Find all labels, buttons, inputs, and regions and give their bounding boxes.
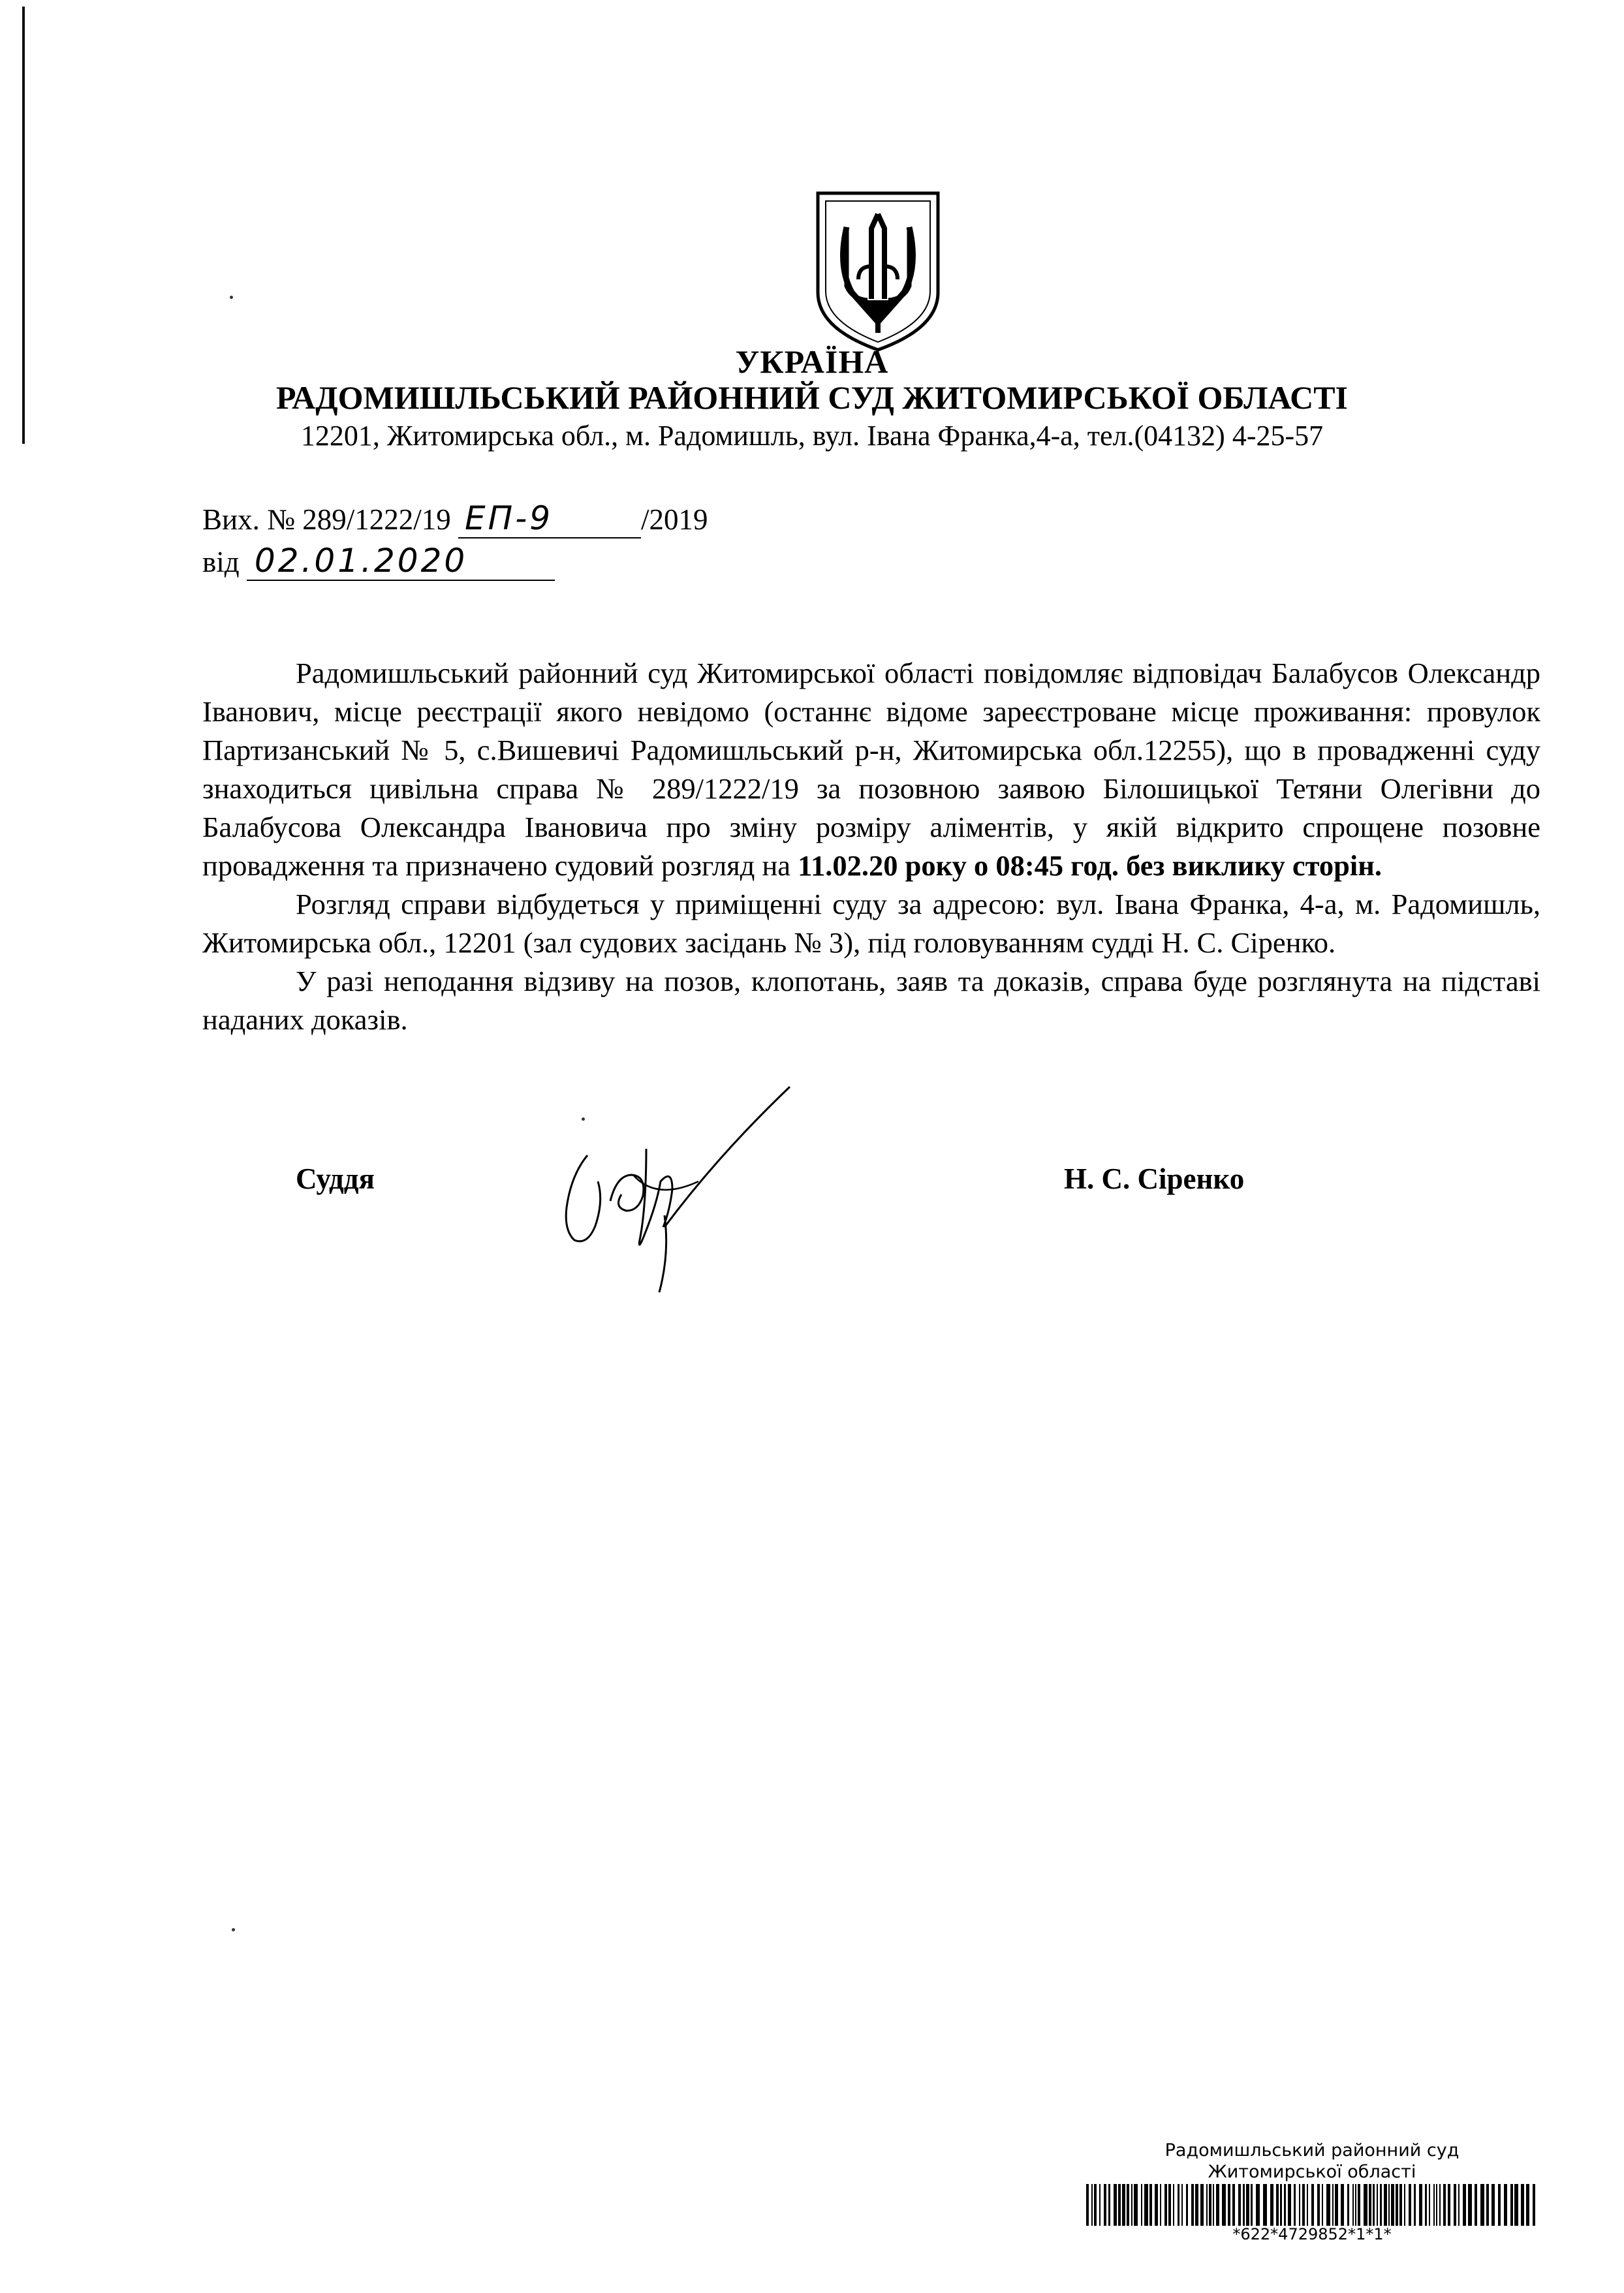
barcode-bar — [1206, 2184, 1208, 2226]
barcode-bar — [1443, 2184, 1446, 2226]
signature-title: Суддя — [296, 1162, 375, 1195]
barcode-bar — [1155, 2184, 1158, 2226]
barcode-bar — [1475, 2184, 1477, 2226]
barcode-bar — [1468, 2184, 1472, 2226]
outgoing-date-label: від — [202, 546, 240, 578]
barcode — [1084, 2184, 1540, 2226]
barcode-bar — [1510, 2184, 1513, 2226]
barcode-bar — [1491, 2184, 1495, 2226]
barcode-bar — [1533, 2184, 1535, 2226]
barcode-bar — [1369, 2184, 1371, 2226]
barcode-bar — [1307, 2184, 1308, 2226]
barcode-bar — [1284, 2184, 1286, 2226]
body-paragraph-2: Розгляд справи відбудеться у приміщенні суду за адресою: вул. Івана Франка, 4-а, м. Радомишль, Житомирська обл., 12201 (зал судових засідань № 3), під головуванням судді Н. С. Сіренко. — [202, 888, 1540, 959]
body-paragraph-3: У разі неподання відзиву на позов, клопотань, заяв та доказів, справа буде розглянута на підставі наданих доказів. — [202, 965, 1540, 1036]
barcode-bar — [1404, 2184, 1405, 2226]
barcode-bar — [1134, 2184, 1138, 2226]
header-court-name: РАДОМИШЛЬСЬКИЙ РАЙОННИЙ СУД ЖИТОМИРСЬКОЇ ОБЛАСТІ — [275, 379, 1349, 416]
barcode-bar — [1127, 2184, 1129, 2226]
barcode-bar — [1377, 2184, 1378, 2226]
barcode-bar — [1514, 2184, 1518, 2226]
barcode-bar — [1294, 2184, 1296, 2226]
barcode-bar — [1352, 2184, 1354, 2226]
body-paragraph-1: Радомишльський районний суд Житомирської області повідомляє відповідач Балабусов Олександр Іванович, місце реєстрації якого невідомо (останнє відоме зареєстроване місце проживання: провулок Партизанський № 5, с.Вишевичі Радомишльський р-н, Житомирська обл.12255), що в провадженні суду знаходиться цивільна справа № 289/1222/19 за позовною заявою Білошицької Тетяни Олегівни до Балабусова Олександра Івановича про зміну розміру аліментів, у якій відкрито спрощене позовне провадження та призначено судовий розгляд на 11.02.20 року о 08:45 год. без виклику сторін. — [202, 657, 1540, 882]
barcode-bar — [1504, 2184, 1507, 2226]
scan-speck — [230, 296, 233, 299]
barcode-bar — [1358, 2184, 1360, 2226]
barcode-bar — [1425, 2184, 1427, 2226]
barcode-bar — [1164, 2184, 1167, 2226]
barcode-bar — [1364, 2184, 1367, 2226]
outgoing-date — [202, 542, 555, 581]
barcode-bar — [1238, 2184, 1241, 2226]
barcode-bar — [1436, 2184, 1437, 2226]
coat-of-arms-emblem — [813, 188, 943, 354]
barcode-bar — [1263, 2184, 1267, 2226]
barcode-bar — [1302, 2184, 1305, 2226]
barcode-bar — [1222, 2184, 1226, 2226]
handwritten-signature — [548, 1077, 809, 1292]
barcode-bar — [1200, 2184, 1204, 2226]
barcode-bar — [1396, 2184, 1398, 2226]
barcode-bar — [1228, 2184, 1230, 2226]
barcode-bar — [1439, 2184, 1441, 2226]
barcode-bar — [1276, 2184, 1279, 2226]
barcode-bar — [1195, 2184, 1198, 2226]
barcode-bar — [1243, 2184, 1245, 2226]
barcode-bar — [1399, 2184, 1402, 2226]
barcode-bar — [1213, 2184, 1214, 2226]
outgoing-number-prefix: Вих. № 289/1222/19 — [202, 503, 451, 536]
handwritten-code: ЕП-9 — [465, 499, 554, 537]
barcode-bar — [1104, 2184, 1106, 2226]
barcode-bar — [1429, 2184, 1430, 2226]
hearing-date: 11.02.20 року о 08:45 год. без виклику сторін. — [798, 849, 1382, 882]
outgoing-number — [202, 499, 708, 538]
handwritten-date: 02.01.2020 — [254, 542, 468, 580]
barcode-bar — [1486, 2184, 1489, 2226]
barcode-bar — [1414, 2184, 1416, 2226]
barcode-bar — [1373, 2184, 1375, 2226]
barcode-bar — [1181, 2184, 1183, 2226]
barcode-bar — [1498, 2184, 1501, 2226]
barcode-bar — [1384, 2184, 1387, 2226]
barcode-bar — [1341, 2184, 1344, 2226]
barcode-bar — [1108, 2184, 1110, 2226]
barcode-bar — [1191, 2184, 1194, 2226]
barcode-bar — [1409, 2184, 1411, 2226]
barcode-bar — [1141, 2184, 1142, 2226]
barcode-bar — [1173, 2184, 1174, 2226]
barcode-bar — [1118, 2184, 1121, 2226]
barcode-bar — [1347, 2184, 1349, 2226]
barcode-bar — [1326, 2184, 1330, 2226]
barcode-bar — [1391, 2184, 1394, 2226]
stamp-court-line: Радомишльський районний суд — [1164, 2140, 1460, 2160]
barcode-bar — [1355, 2184, 1356, 2226]
barcode-bar — [1091, 2184, 1093, 2226]
barcode-bar — [1322, 2184, 1323, 2226]
barcode-bar — [1246, 2184, 1249, 2226]
barcode-bar — [1454, 2184, 1456, 2226]
barcode-bar — [1311, 2184, 1314, 2226]
barcode-bar — [1521, 2184, 1524, 2226]
barcode-bar — [1419, 2184, 1422, 2226]
barcode-bar — [1335, 2184, 1338, 2226]
barcode-bar — [1186, 2184, 1188, 2226]
barcode-bar — [1280, 2184, 1282, 2226]
barcode-bar — [1256, 2184, 1260, 2226]
barcode-bar — [1433, 2184, 1435, 2226]
barcode-bar — [1178, 2184, 1179, 2226]
barcode-bar — [1388, 2184, 1390, 2226]
barcode-bar — [1480, 2184, 1484, 2226]
header-country: УКРАЇНА — [735, 343, 889, 380]
barcode-bar — [1131, 2184, 1132, 2226]
judge-name: Н. С. Сіренко — [1064, 1162, 1245, 1195]
barcode-bar — [1317, 2184, 1320, 2226]
barcode-bar — [1463, 2184, 1466, 2226]
barcode-bar — [1122, 2184, 1125, 2226]
barcode-bar — [1270, 2184, 1273, 2226]
barcode-bar — [1114, 2184, 1117, 2226]
barcode-bar — [1299, 2184, 1300, 2226]
barcode-code: *622*4729852*1*1* — [1232, 2225, 1392, 2243]
barcode-bar — [1232, 2184, 1235, 2226]
outgoing-year: /2019 — [641, 503, 708, 536]
barcode-bar — [1209, 2184, 1211, 2226]
barcode-bar — [1448, 2184, 1450, 2226]
scan-speck — [232, 1928, 235, 1931]
barcode-bar — [1149, 2184, 1152, 2226]
barcode-bar — [1380, 2184, 1382, 2226]
barcode-bar — [1168, 2184, 1171, 2226]
barcode-bar — [1288, 2184, 1291, 2226]
barcode-bar — [1144, 2184, 1148, 2226]
barcode-bar — [1251, 2184, 1253, 2226]
barcode-bar — [1099, 2184, 1101, 2226]
barcode-bar — [1160, 2184, 1161, 2226]
barcode-bar — [1094, 2184, 1097, 2226]
header-address: 12201, Житомирська обл., м. Радомишль, вул. Івана Франка,4-а, тел.(04132) 4-25-57 — [300, 420, 1324, 452]
registry-stamp — [1077, 2140, 1547, 2243]
letter-body — [202, 654, 1540, 1039]
stamp-region-line: Житомирської області — [1208, 2162, 1416, 2182]
barcode-bar — [1526, 2184, 1529, 2226]
barcode-bar — [1458, 2184, 1460, 2226]
barcode-bar — [1332, 2184, 1334, 2226]
barcode-bar — [1216, 2184, 1219, 2226]
barcode-bar — [1086, 2184, 1089, 2226]
